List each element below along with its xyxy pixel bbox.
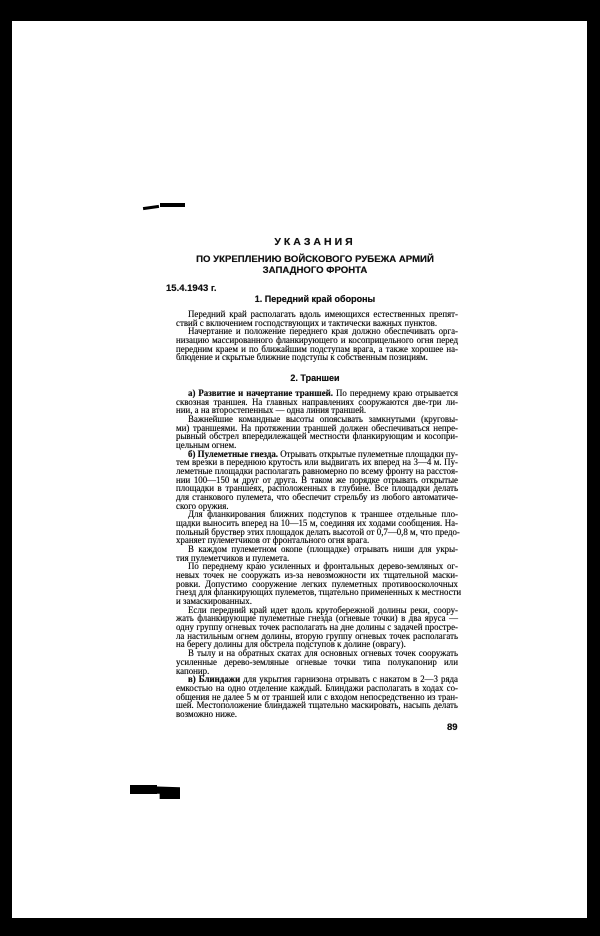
line-text: гнезд для фланкирующих пулеметов, тщательно примененных к местности — [176, 587, 462, 598]
line-text: цельным огнем. — [176, 440, 237, 451]
line-text: емкостью на одно отделение каждый. Блиндажи располагать в ходах со- — [176, 682, 458, 693]
subtitle-line: ЗАПАДНОГО ФРОНТА — [262, 265, 368, 276]
line-text: ровки. Допустимо сооружение легких пулеметных противоосколочных — [176, 578, 458, 589]
line-text: капонир. — [176, 665, 210, 676]
line-text: По переднему краю усиленных и фронтальных дерево-земляных ог- — [188, 561, 458, 572]
line-text: польный бруствер этих площадок делать высотой от 0,7—0,8 м, что предо- — [176, 526, 460, 537]
line-text: В каждом пулеметном окопе (площадке) отрывать ниши для укры- — [188, 544, 458, 555]
ink-mark-top-2 — [160, 203, 185, 207]
line-text: общения не далее 5 м от траншей или с входом непосредственно из тран- — [176, 691, 458, 702]
line-text: нии 100—150 м друг от друга. В таком же порядке отрывать открытые — [176, 474, 458, 485]
line-text: на берегу долины для обстрела подступов к долине (оврагу). — [176, 639, 406, 650]
line-text: площадки в траншеях, расположенных в глубине. Все площадки делать — [176, 483, 458, 494]
line-text: Отрывать открытые пулеметные площадки пу- — [277, 448, 458, 459]
line-text: храняет пулеметчиков от фронтального огня врага. — [176, 535, 370, 546]
line-text: леметные площадки располагать равномерно по всему фронту на расстоя- — [176, 466, 458, 477]
line-text: ми) траншеями. На протяжении траншей должен обеспечиваться непре- — [176, 422, 458, 433]
line-text: щадки выносить вперед на 10—15 м, соединяя их ходами сообщения. На- — [176, 518, 458, 529]
document-subtitle — [150, 254, 480, 276]
section-body — [176, 310, 458, 362]
line-text: рывный обстрел впередилежащей местности фланкирующим и косопри- — [176, 431, 458, 442]
line-text: возможно ниже. — [176, 708, 237, 719]
line-text: ла настильным огнем долины, вторую группу огневых точек располагать — [176, 630, 458, 641]
line-text: для станкового пулемета, что обеспечит стрельбу из любого автоматиче- — [176, 492, 458, 503]
document-date: 15.4.1943 г. — [166, 283, 217, 294]
paragraph-lead: б) Пулеметные гнезда. — [188, 448, 278, 459]
line-text: нии, а на второстепенных — одна линия траншей. — [176, 405, 367, 416]
line-text: Начертание и положение переднего края должно обеспечивать орга- — [188, 326, 458, 337]
line-text: шей. Местоположение блиндажей тщательно маскировать, насыпь делать — [176, 700, 458, 711]
line-text: В тылу и на обратных скатах для основных огневых точек сооружать — [188, 648, 458, 659]
text-line — [176, 353, 458, 362]
line-text: и замаскированных. — [176, 596, 252, 607]
line-text: ствий с включением господствующих и тактически важных пунктов. — [176, 317, 438, 328]
line-text: для укрытия гарнизона отрывать с накатом в 2—3 ряда — [240, 674, 458, 685]
line-text: По переднему краю отрывается — [332, 388, 458, 398]
text-line — [176, 658, 458, 667]
line-text: блюдение и скрытые ближние подступы к собственным позициям. — [176, 352, 428, 363]
line-text: Для фланкирования ближних подступов к траншее отдельные пло- — [188, 509, 458, 520]
section-heading: 2. Траншеи — [290, 373, 340, 383]
line-text: невых точек не сооружать из-за невозможности их тщательной маски- — [176, 570, 458, 581]
line-text: одну группу огневых точек располагать на дне долины с задачей простре- — [176, 622, 458, 633]
line-text: тем врезки в переднюю крутость или выдвигать их вперед на 3—4 м. Пу- — [176, 457, 458, 468]
section-heading: 1. Передний край обороны — [254, 294, 376, 304]
section-body — [176, 388, 462, 719]
subtitle-line: ПО УКРЕПЛЕНИЮ ВОЙСКОВОГО РУБЕЖА АРМИЙ — [196, 254, 434, 265]
text-line — [176, 710, 458, 719]
line-text: передним краем и по ближайшим подступам врага, а также хорошее на- — [176, 343, 458, 354]
paragraph-lead: а) Развитие и начертание траншей. — [188, 388, 333, 398]
line-text: тия пулеметчиков и пулемета. — [176, 552, 290, 563]
line-text: усиленные дерево-земляные огневые точки типа полукапонир или — [176, 656, 458, 667]
page-number: 89 — [447, 722, 458, 733]
line-text: сквозная траншея. На главных направлениях сооружаются две-три ли- — [176, 396, 458, 407]
line-text: Передний край располагать вдоль имеющихся естественных препят- — [188, 309, 458, 319]
line-text: жать фланкирующие пулеметные гнезда (огневые точки) в два яруса — — [176, 613, 458, 624]
document-title: УКАЗАНИЯ — [274, 236, 356, 248]
line-text: Важнейшие командные высоты опоясывать замкнутыми (круговы- — [188, 414, 458, 425]
paragraph-lead: в) Блиндажи — [188, 674, 241, 685]
line-text: низацию массированного фланкирующего и косоприцельного огня перед — [176, 335, 458, 346]
line-text: ского оружия. — [176, 500, 229, 511]
line-text: Если передний край идет вдоль крутобережной долины реки, соору- — [188, 604, 458, 615]
